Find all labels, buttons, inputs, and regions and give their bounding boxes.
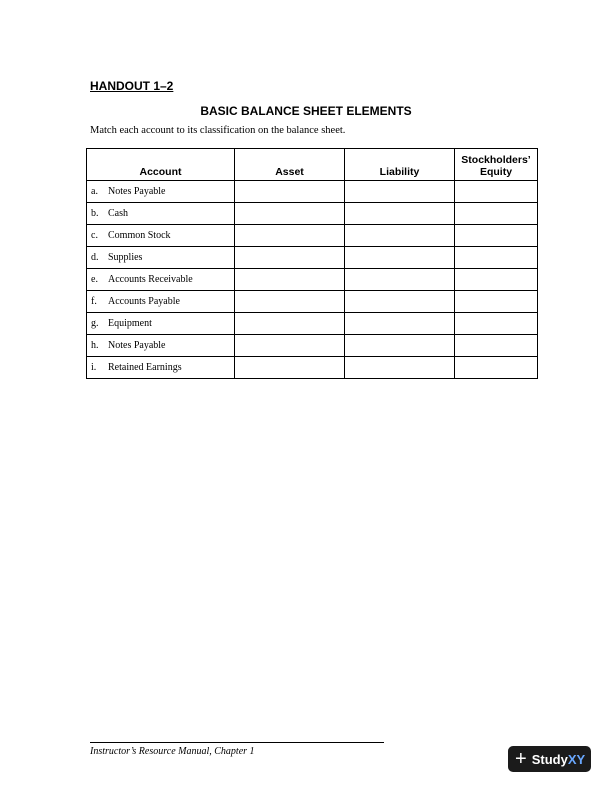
row-letter: h. (91, 340, 99, 351)
account-name: Common Stock (108, 230, 171, 241)
account-cell (87, 313, 235, 335)
column-header-asset: Asset (235, 149, 345, 181)
equity-cell[interactable] (455, 247, 538, 269)
equity-cell[interactable] (455, 225, 538, 247)
table-row (87, 203, 538, 225)
equity-cell[interactable] (455, 269, 538, 291)
account-cell (87, 225, 235, 247)
table-body (87, 181, 538, 379)
badge-brand-study: Study (531, 751, 568, 767)
asset-cell[interactable] (235, 203, 345, 225)
row-letter: f. (91, 296, 97, 307)
equity-cell[interactable] (455, 357, 538, 379)
account-name: Retained Earnings (108, 362, 182, 373)
table-header-row (87, 149, 538, 181)
account-name: Notes Payable (108, 186, 166, 197)
table-row (87, 357, 538, 379)
column-header-account: Account (87, 149, 235, 181)
account-cell (87, 181, 235, 203)
account-name: Notes Payable (108, 340, 166, 351)
account-name: Supplies (108, 252, 143, 263)
table-row (87, 313, 538, 335)
asset-cell[interactable] (235, 357, 345, 379)
handout-label: HANDOUT 1–2 (90, 79, 174, 93)
instructions: Match each account to its classification on the balance sheet. (90, 125, 346, 136)
asset-cell[interactable] (235, 181, 345, 203)
account-cell (87, 247, 235, 269)
row-letter: b. (91, 208, 99, 219)
page-title: BASIC BALANCE SHEET ELEMENTS (200, 104, 412, 118)
table-row (87, 247, 538, 269)
table-row (87, 181, 538, 203)
classification-table (86, 148, 538, 379)
liability-cell[interactable] (345, 225, 455, 247)
liability-cell[interactable] (345, 335, 455, 357)
equity-cell[interactable] (455, 291, 538, 313)
row-letter: e. (91, 274, 98, 285)
column-header-stockholders-line1: Stockholders’ (461, 154, 531, 166)
column-header-stockholders-line2: Equity (479, 166, 513, 178)
row-letter: a. (91, 186, 98, 197)
table-row (87, 269, 538, 291)
equity-cell[interactable] (455, 335, 538, 357)
row-letter: i. (91, 362, 97, 373)
badge-brand-xy: XY (567, 751, 586, 767)
plus-icon: + (515, 748, 527, 770)
asset-cell[interactable] (235, 313, 345, 335)
account-name: Cash (108, 208, 128, 219)
liability-cell[interactable] (345, 181, 455, 203)
equity-cell[interactable] (455, 203, 538, 225)
asset-cell[interactable] (235, 247, 345, 269)
liability-cell[interactable] (345, 291, 455, 313)
equity-cell[interactable] (455, 181, 538, 203)
table-row (87, 291, 538, 313)
account-cell (87, 291, 235, 313)
asset-cell[interactable] (235, 291, 345, 313)
row-letter: c. (91, 230, 98, 241)
column-header-stockholders-equity (455, 149, 538, 181)
asset-cell[interactable] (235, 225, 345, 247)
account-cell (87, 203, 235, 225)
table-row (87, 225, 538, 247)
liability-cell[interactable] (345, 203, 455, 225)
liability-cell[interactable] (345, 269, 455, 291)
liability-cell[interactable] (345, 357, 455, 379)
studyxy-badge[interactable] (508, 746, 591, 772)
footer-text: Instructor’s Resource Manual, Chapter 1 (90, 746, 255, 757)
account-cell (87, 335, 235, 357)
account-name: Accounts Receivable (108, 274, 193, 285)
table-row (87, 335, 538, 357)
asset-cell[interactable] (235, 269, 345, 291)
equity-cell[interactable] (455, 313, 538, 335)
account-cell (87, 357, 235, 379)
account-cell (87, 269, 235, 291)
footer-rule (90, 742, 384, 743)
asset-cell[interactable] (235, 335, 345, 357)
account-name: Accounts Payable (108, 296, 180, 307)
row-letter: g. (91, 318, 99, 329)
row-letter: d. (91, 252, 99, 263)
column-header-liability: Liability (345, 149, 455, 181)
liability-cell[interactable] (345, 313, 455, 335)
account-name: Equipment (108, 318, 152, 329)
liability-cell[interactable] (345, 247, 455, 269)
